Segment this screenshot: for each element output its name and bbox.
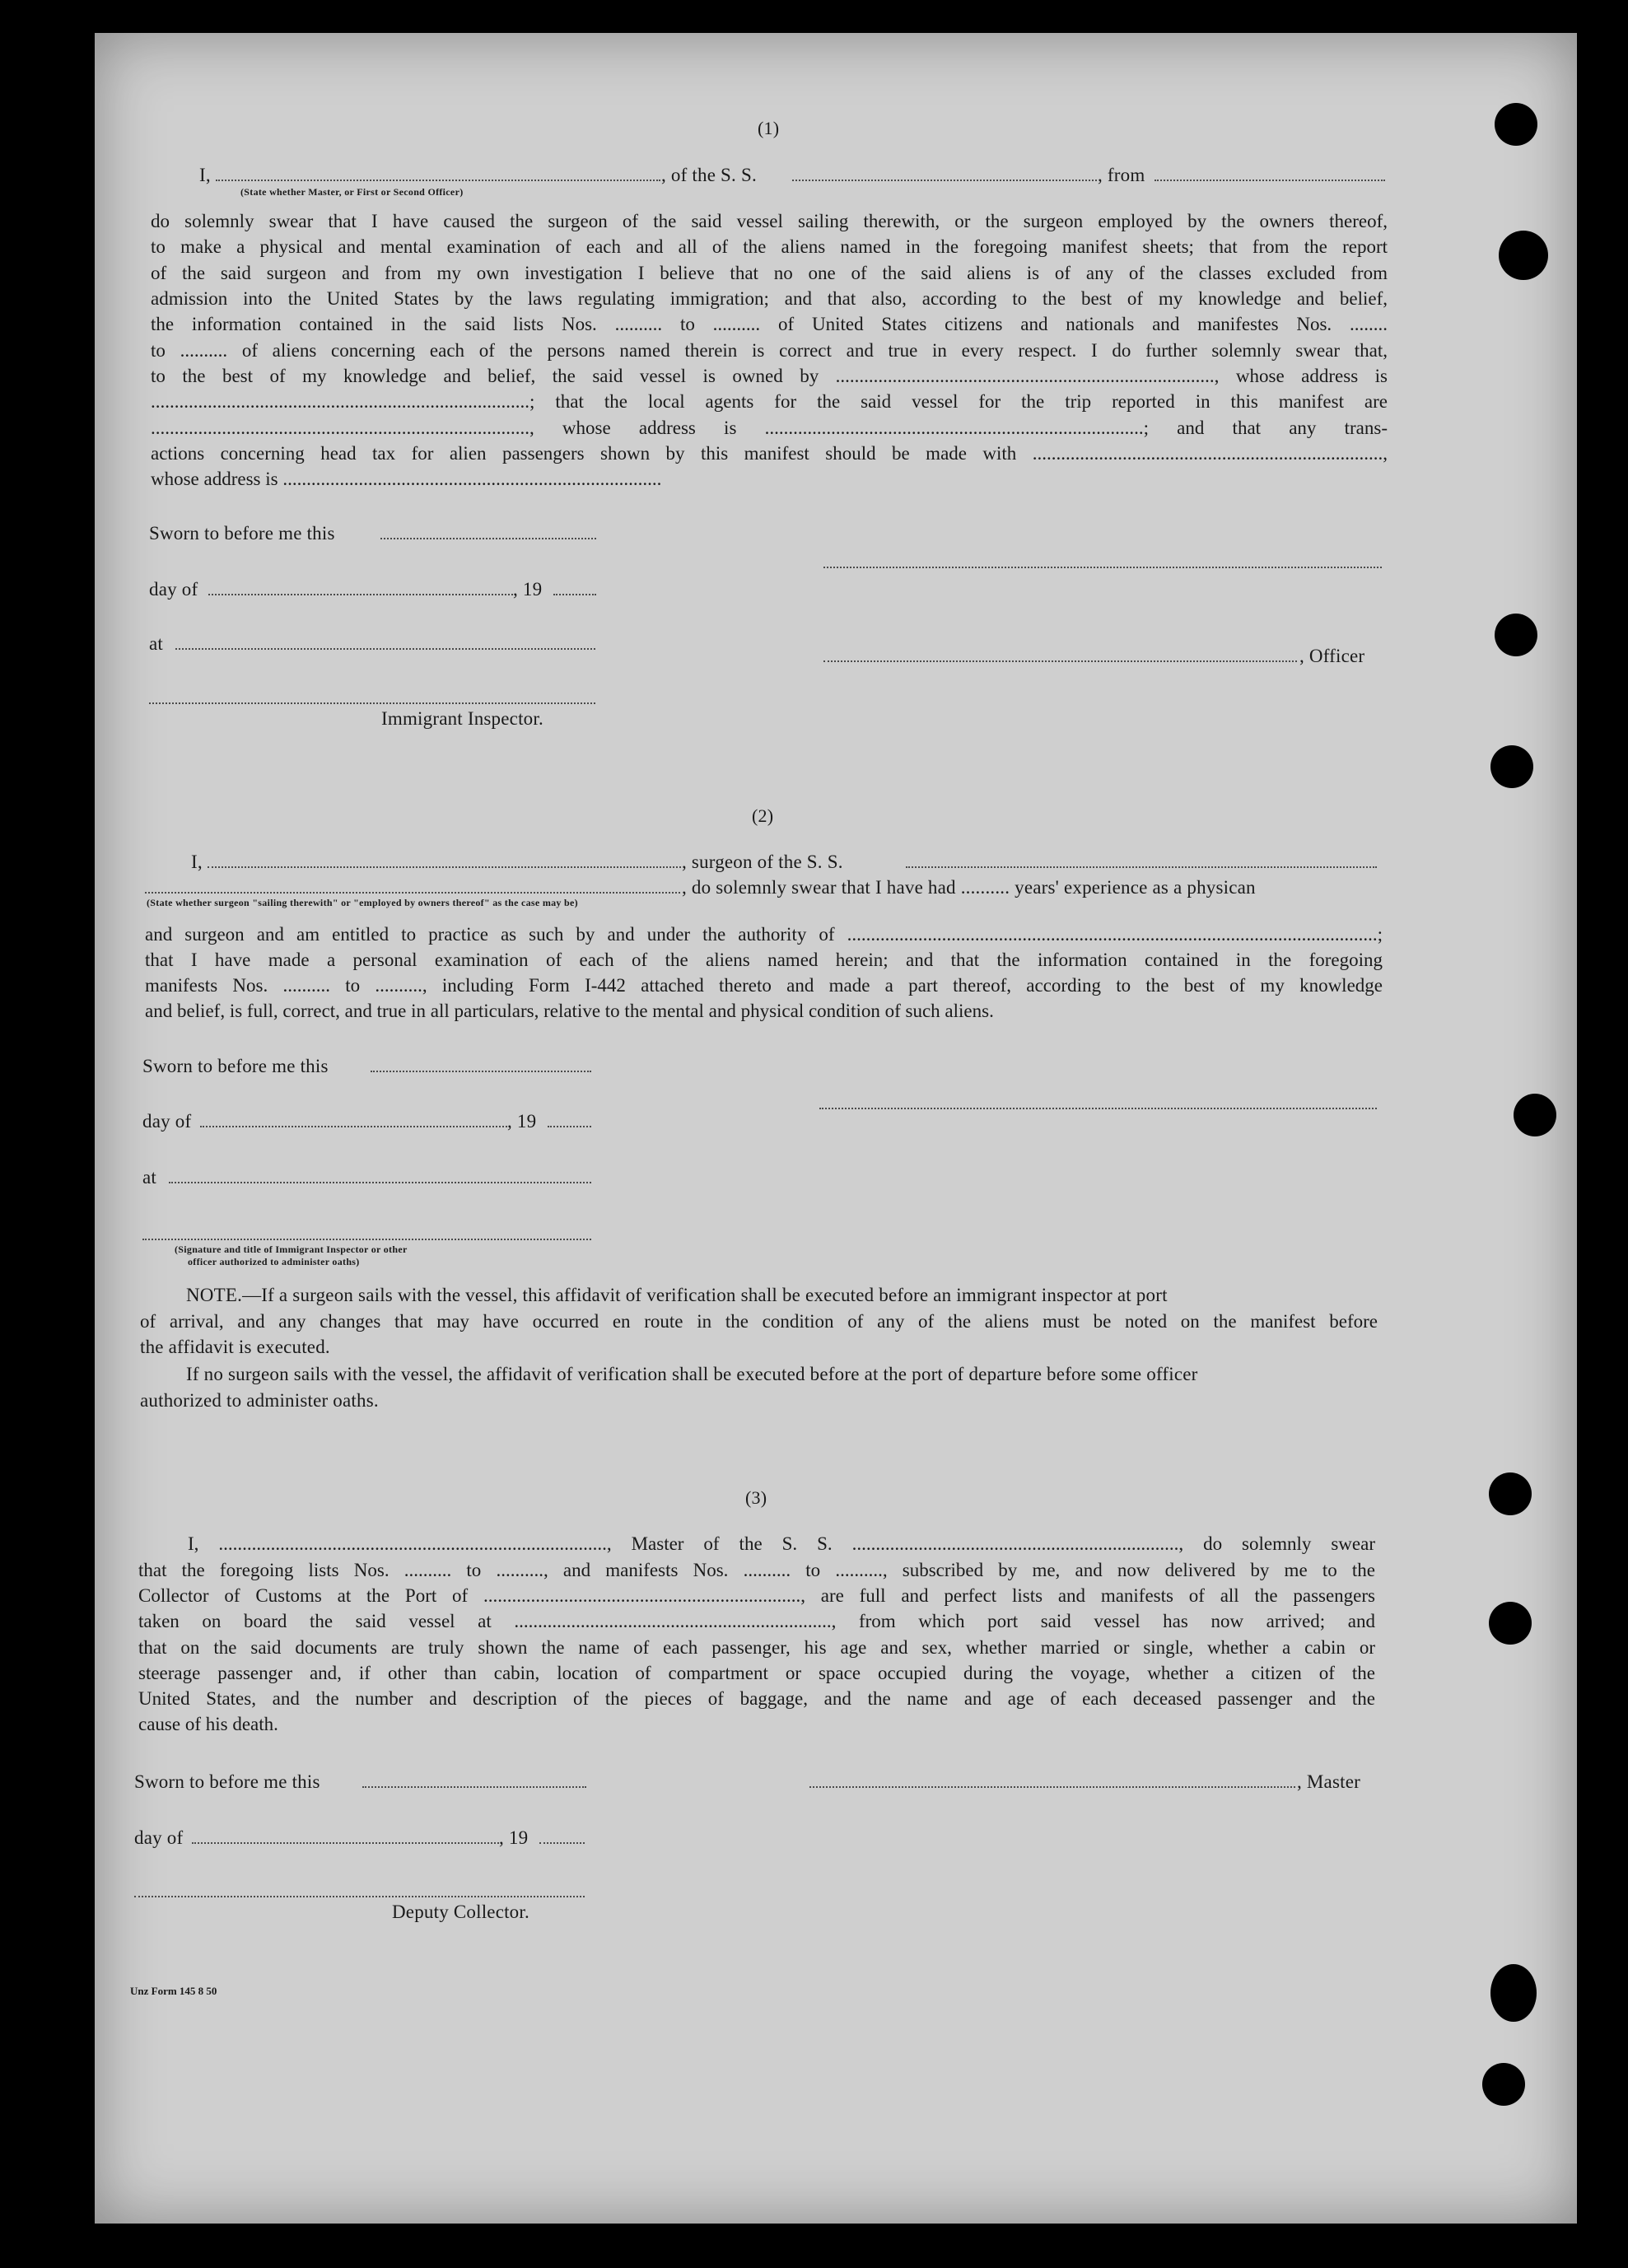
punch-hole (1489, 1602, 1532, 1645)
s3-body-line: that the foregoing lists Nos. .......... to .........., and manifests Nos. .......... to .........., subscribed by me, and now delivered by me to the (138, 1560, 1375, 1580)
s1-inspector-signature-field[interactable] (149, 702, 595, 704)
s2-body-line: that I have made a personal examination of each of the aliens named herein; and that the information contained in the foregoing (145, 950, 1383, 970)
section-1-number: (1) (758, 118, 780, 138)
s1-year-label: , 19 (513, 579, 543, 600)
s1-body-line: ................................................................................; that the local agents for the said vessel for the trip reported in this manifest are (151, 391, 1388, 412)
s2-sig-note-1: (Signature and title of Immigrant Inspector or other (175, 1244, 408, 1255)
punch-hole (1482, 2063, 1525, 2106)
s2-i-label: I, (191, 852, 203, 872)
punch-hole (1495, 103, 1537, 146)
s3-day-of-label: day of (134, 1827, 184, 1848)
s1-body-line: admission into the United States by the laws regulating immigration; and that also, according to the best of my knowledge and belief, (151, 288, 1388, 309)
s2-year-label: , 19 (507, 1111, 537, 1132)
s1-officer-signature-field[interactable] (823, 660, 1297, 662)
s2-body-line: manifests Nos. .......... to .........., including Form I-442 attached thereto and made a part thereof, according to the best of my knowledge (145, 975, 1383, 996)
s3-body-line: I, .................................................................................., Master of the S. S. ....................................................................., do solemnly swear (188, 1533, 1375, 1554)
s3-sworn-label: Sworn to before me this (134, 1771, 320, 1792)
s1-i-label: I, (199, 165, 211, 185)
s3-body-line: cause of his death. (138, 1714, 278, 1734)
s2-sig-note-2: officer authorized to administer oaths) (188, 1256, 360, 1267)
s2-at-field[interactable] (169, 1182, 591, 1183)
punch-hole (1490, 745, 1533, 788)
s2-surgeon-type-field[interactable] (145, 892, 680, 894)
s3-sworn-field[interactable] (362, 1786, 586, 1788)
s2-surgeon-name-field[interactable] (208, 866, 681, 868)
s2-note-p2: authorized to administer oaths. (140, 1390, 379, 1411)
s2-day-field[interactable] (200, 1126, 507, 1127)
s1-body-line: do solemnly swear that I have caused the surgeon of the said vessel sailing therewith, or the surgeon employed by the owners thereof, (151, 211, 1388, 231)
s1-day-field[interactable] (208, 594, 513, 595)
s2-signature-field[interactable] (819, 1108, 1377, 1109)
s3-body-line: United States, and the number and description of the pieces of baggage, and the name and age of each deceased passenger and the (138, 1688, 1375, 1709)
s3-collector-label: Deputy Collector. (392, 1902, 529, 1922)
s1-sworn-field[interactable] (380, 538, 596, 539)
s2-body-line: and belief, is full, correct, and true in all particulars, relative to the mental and physical condition of such aliens. (145, 1001, 994, 1021)
s2-swear-line: , do solemnly swear that I have had .......... years' experience as a physican (682, 877, 1256, 898)
s1-officer-label: , Officer (1299, 646, 1365, 666)
s2-sworn-label: Sworn to before me this (142, 1056, 329, 1076)
s1-body-line: to the best of my knowledge and belief, the said vessel is owned by ................................................................................, whose address is (151, 366, 1388, 386)
s1-at-field[interactable] (175, 648, 595, 650)
s3-body-line: that on the said documents are truly shown the name of each passenger, his age and sex, whether married or single, whether a cabin or (138, 1637, 1375, 1658)
s2-day-of-label: day of (142, 1111, 192, 1132)
section-2-number: (2) (752, 805, 774, 826)
s3-year-label: , 19 (499, 1827, 529, 1848)
s3-master-label: , Master (1297, 1771, 1360, 1792)
s1-body-line: the information contained in the said lists Nos. .......... to .......... of United States citizens and nationals and manifestes Nos. ........ (151, 314, 1388, 334)
s1-signature-field[interactable] (823, 567, 1382, 568)
s3-body-line: Collector of Customs at the Port of ..................................................................., are full and perfect lists and manifests of all the passengers (138, 1585, 1375, 1606)
s1-at-label: at (149, 633, 163, 654)
s2-inspector-signature-field[interactable] (142, 1239, 591, 1240)
s3-body-line: steerage passenger and, if other than cabin, location of compartment or space occupied during the voyage, whether a citizen of the (138, 1663, 1375, 1683)
s2-note-p1: of arrival, and any changes that may have occurred en route in the condition of any of the aliens must be noted on the manifest before (140, 1311, 1378, 1332)
s3-master-signature-field[interactable] (809, 1786, 1295, 1788)
punch-hole (1490, 1964, 1537, 2022)
section-3-number: (3) (745, 1487, 767, 1508)
s2-at-label: at (142, 1167, 156, 1188)
s1-inspector-label: Immigrant Inspector. (381, 708, 543, 729)
s2-surgeon-note: (State whether surgeon "sailing therewith" or "employed by owners thereof" as the case may be) (147, 897, 578, 908)
s1-body-line: whose address is ................................................................................ (151, 469, 662, 489)
punch-hole (1499, 231, 1548, 280)
s1-officer-name-field[interactable] (216, 180, 660, 181)
s2-surgeon-label: , surgeon of the S. S. (682, 852, 843, 872)
s1-body-line: to .......... of aliens concerning each of the persons named therein is correct and true in every respect. I do further solemnly swear that, (151, 340, 1388, 361)
s2-sworn-field[interactable] (371, 1071, 591, 1072)
s3-day-field[interactable] (192, 1842, 499, 1844)
s3-body-line: taken on board the said vessel at ..................................................................., from which port said vessel has now arrived; and (138, 1611, 1375, 1631)
s1-year-field[interactable] (553, 594, 596, 595)
punch-hole (1489, 1472, 1532, 1515)
s2-body-line: and surgeon and am entitled to practice as such by and under the authority of ................................................................................................................; (145, 924, 1383, 945)
s3-year-field[interactable] (539, 1842, 585, 1844)
s2-year-field[interactable] (548, 1126, 591, 1127)
s1-vessel-field[interactable] (792, 180, 1097, 181)
s1-body-line: actions concerning head tax for alien passengers shown by this manifest should be made with .........................................................................., (151, 443, 1388, 464)
s1-from-field[interactable] (1155, 180, 1385, 181)
s2-vessel-field[interactable] (906, 866, 1377, 868)
s1-sworn-label: Sworn to before me this (149, 523, 335, 544)
s2-note-p1: NOTE.—If a surgeon sails with the vessel, this affidavit of verification shall be executed before an immigrant inspector at port (186, 1285, 1168, 1305)
s1-body-line: of the said surgeon and from my own investigation I believe that no one of the said aliens is of any of the classes excluded from (151, 263, 1388, 283)
s2-note-p2: If no surgeon sails with the vessel, the affidavit of verification shall be executed before at the port of departure before some officer (186, 1364, 1198, 1384)
s3-collector-signature-field[interactable] (134, 1896, 585, 1897)
s2-note-p1: the affidavit is executed. (140, 1337, 330, 1357)
form-number: Unz Form 145 8 50 (130, 1985, 217, 1997)
s1-of-ss-label: , of the S. S. (661, 165, 757, 185)
s1-from-label: , from (1098, 165, 1145, 185)
s1-day-of-label: day of (149, 579, 198, 600)
s1-officer-note: (State whether Master, or First or Second Officer) (240, 186, 464, 198)
s1-body-line: ................................................................................, whose address is ................................................................................; and that any trans- (151, 418, 1388, 438)
punch-hole (1514, 1094, 1556, 1136)
s1-body-line: to make a physical and mental examination of each and all of the aliens named in the foregoing manifest sheets; that from the report (151, 236, 1388, 257)
punch-hole (1495, 614, 1537, 656)
